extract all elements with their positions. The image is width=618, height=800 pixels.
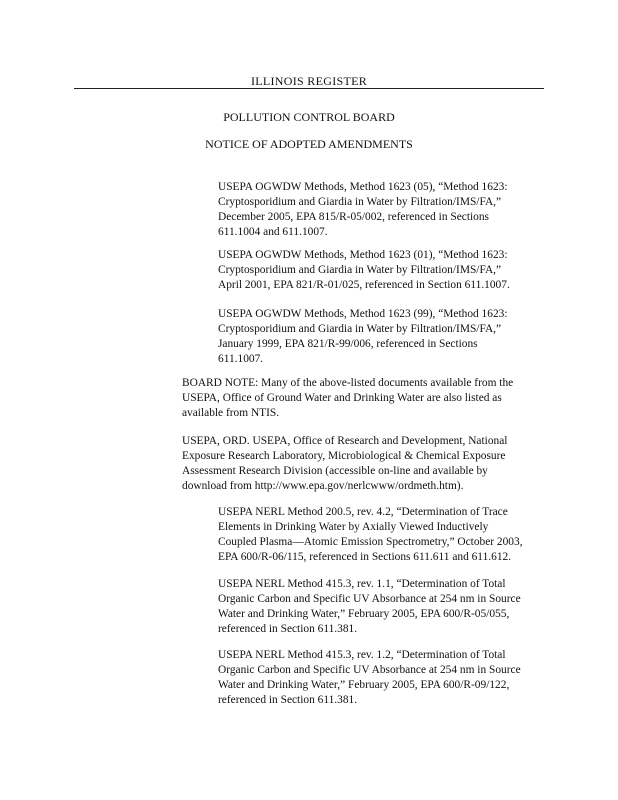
entry-line: Organic Carbon and Specific UV Absorbance at 254 nm in Source [218,593,521,605]
entry-line: Assessment Research Division (accessible on-line and available by [182,465,488,477]
entry-line: Exposure Research Laboratory, Microbiological & Chemical Exposure [182,450,506,462]
entry-line: Organic Carbon and Specific UV Absorbance at 254 nm in Source [218,664,521,676]
entry-line: USEPA OGWDW Methods, Method 1623 (01), “Method 1623: [218,249,508,261]
entry-line: April 2001, EPA 821/R-01/025, referenced in Section 611.1007. [218,279,510,291]
note-line: BOARD NOTE: Many of the above-listed documents available from the [182,377,514,389]
entry-line: USEPA NERL Method 200.5, rev. 4.2, “Determination of Trace [218,506,508,518]
register-title: ILLINOIS REGISTER [250,74,368,88]
reference-entry-usepa-ord [182,434,507,494]
entry-line: December 2005, EPA 815/R-05/002, referenced in Sections [218,211,489,223]
notice-title: NOTICE OF ADOPTED AMENDMENTS [205,137,413,151]
reference-entry-method-1623-99 [218,307,508,367]
entry-line: 611.1007. [218,353,264,365]
entry-line: Cryptosporidium and Giardia in Water by Filtration/IMS/FA,” [218,264,502,276]
header-divider [74,88,544,89]
reference-entry-method-1623-05 [218,180,508,240]
note-line: USEPA, Office of Ground Water and Drinking Water are also listed as [182,392,502,404]
entry-line: download from http://www.epa.gov/nerlcwww/ordmeth.htm). [182,480,464,492]
board-note [182,376,513,421]
entry-line: Cryptosporidium and Giardia in Water by Filtration/IMS/FA,” [218,323,502,335]
entry-line: Elements in Drinking Water by Axially Viewed Inductively [218,521,489,533]
board-title: POLLUTION CONTROL BOARD [223,110,395,124]
entry-line: USEPA, ORD. USEPA, Office of Research and Development, National [182,435,508,447]
entry-line: USEPA NERL Method 415.3, rev. 1.2, “Determination of Total [218,649,506,661]
entry-line: referenced in Section 611.381. [218,623,358,635]
entry-line: 611.1004 and 611.1007. [218,226,328,238]
entry-line: Water and Drinking Water,” February 2005, EPA 600/R-05/055, [218,608,510,620]
reference-entry-method-1623-01 [218,248,510,293]
reference-entry-method-415-3-rev-1-2 [218,648,521,708]
entry-line: referenced in Section 611.381. [218,694,358,706]
entry-line: Cryptosporidium and Giardia in Water by Filtration/IMS/FA,” [218,196,502,208]
entry-line: USEPA OGWDW Methods, Method 1623 (99), “Method 1623: [218,308,508,320]
entry-line: USEPA NERL Method 415.3, rev. 1.1, “Determination of Total [218,578,506,590]
entry-line: Coupled Plasma—Atomic Emission Spectrometry,” October 2003, [218,536,523,548]
reference-entry-method-415-3-rev-1-1 [218,577,521,637]
entry-line: USEPA OGWDW Methods, Method 1623 (05), “Method 1623: [218,181,508,193]
reference-entry-method-200-5 [218,505,523,565]
entry-line: January 1999, EPA 821/R-99/006, referenced in Sections [218,338,478,350]
entry-line: EPA 600/R-06/115, referenced in Sections 611.611 and 611.612. [218,551,512,563]
note-line: available from NTIS. [182,407,280,419]
entry-line: Water and Drinking Water,” February 2005, EPA 600/R-09/122, [218,679,510,691]
